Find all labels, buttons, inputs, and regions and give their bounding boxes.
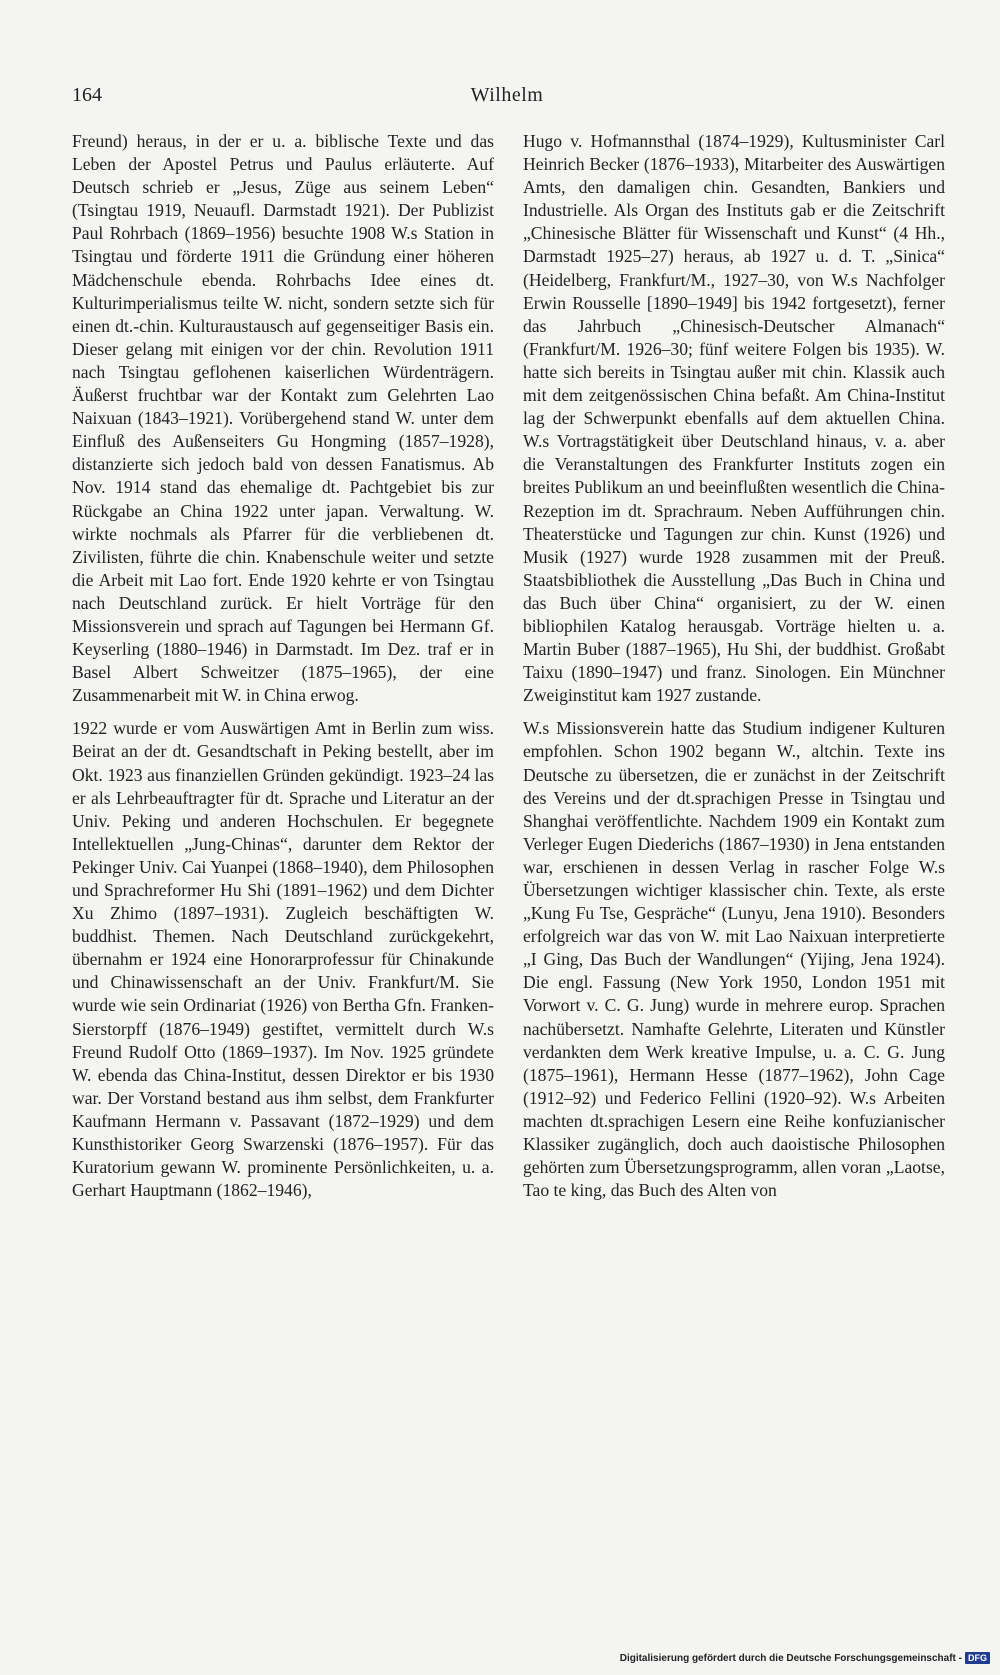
digitization-footer: [620, 1652, 990, 1664]
paragraph: W.s Missionsverein hatte das Studium indigener Kulturen empfohlen. Schon 1902 begann W., altchin. Texte ins Deutsche zu übersetzen, die er zunächst in der Zeitschrift des Vereins und der dt.sprachigen Presse in Tsingtau und Shanghai veröffentlichte. Nachdem 1909 ein Kontakt zum Verleger Eugen Diederichs (1867–1930) in Jena entstanden war, erschienen in dessen Verlag in rascher Folge W.s Übersetzungen wichtiger klassischer chin. Texte, als erste „Kung Fu Tse, Gespräche“ (Lunyu, Jena 1910). Besonders erfolgreich war das von W. mit Lao Naixuan interpretierte „I Ging, Das Buch der Wandlungen“ (Yijing, Jena 1924). Die engl. Fassung (New York 1950, London 1951 mit Vorwort v. C. G. Jung) wurde in mehrere europ. Sprachen nachübersetzt. Namhafte Gelehrte, Literaten und Künstler verdankten dem Werk kreative Impulse, u. a. C. G. Jung (1875–1961), Hermann Hesse (1877–1962), John Cage (1912–92) und Federico Fellini (1920–92). W.s Arbeiten machten dt.sprachigen Lesern eine Reihe konfuzianischer Klassiker zugänglich, doch auch daoistische Philosophen gehörten zum Übersetzungsprogramm, allen voran „Laotse, Tao te king, das Buch des Alten von: [523, 718, 945, 1201]
left-column: [72, 130, 494, 1212]
paragraph: Hugo v. Hofmannsthal (1874–1929), Kultusminister Carl Heinrich Becker (1876–1933), Mitarbeiter des Auswärtigen Amts, den damaligen chin. Gesandten, Bankiers und Industrielle. Als Organ des Instituts gab er die Zeitschrift „Chinesische Blätter für Wissenschaft und Kunst“ (4 Hh., Darmstadt 1925–27) heraus, ab 1927 u. d. T. „Sinica“ (Heidelberg, Frankfurt/M., 1927–30, von W.s Nachfolger Erwin Rousselle [1890–1949] bis 1942 fortgesetzt), ferner das Jahrbuch „Chinesisch-Deutscher Almanach“ (Frankfurt/M. 1926–30; fünf weitere Folgen bis 1935). W. hatte sich bereits in Tsingtau außer mit chin. Klassik auch mit dem zeitgenössischen China befaßt. Am China-Institut lag der Schwerpunkt ebenfalls auf dem aktuellen China. W.s Vortragstätigkeit über Deutschland hinaus, v. a. aber die Veranstaltungen des Frankfurter Instituts zogen ein breites Publikum an und beeinflußten wesentlich die China-Rezeption im dt. Sprachraum. Neben Aufführungen chin. Theaterstücke und Tagungen zur chin. Kunst (1926) und Musik (1927) wurde 1928 zusammen mit der Preuß. Staatsbibliothek die Ausstellung „Das Buch in China und das Buch über China“ organisiert, zu der W. einen bibliophilen Katalog herausgab. Vorträge hielten u. a. Martin Buber (1887–1965), Hu Shi, der buddhist. Großabt Taixu (1890–1947) und franz. Sinologen. Ein Münchner Zweiginstitut kam 1927 zustande.: [523, 131, 945, 706]
paragraph: Freund) heraus, in der er u. a. biblische Texte und das Leben der Apostel Petrus und Paulus erläuterte. Auf Deutsch schrieb er „Jesus, Züge aus seinem Leben“ (Tsingtau 1919, Neuaufl. Darmstadt 1921). Der Publizist Paul Rohrbach (1869–1956) besuchte 1908 W.s Station in Tsingtau und förderte 1911 die Gründung einer höheren Mädchenschule ebenda. Rohrbachs Idee eines dt. Kulturimperialismus teilte W. nicht, sondern setzte sich für einen dt.-chin. Kulturaustausch auf gegenseitiger Basis ein. Dieser gelang mit einigen vor der chin. Revolution 1911 nach Tsingtau geflohenen kaiserlichen Würdenträgern. Äußerst fruchtbar war der Kontakt zum Gelehrten Lao Naixuan (1843–1921). Vorübergehend stand W. unter dem Einfluß des Außenseiters Gu Hongming (1857–1928), distanzierte sich jedoch bald von dessen Fanatismus. Ab Nov. 1914 stand das ehemalige dt. Pachtgebiet bis zur Rückgabe an China 1922 unter japan. Verwaltung. W. wirkte nochmals als Pfarrer für die verbliebenen dt. Zivilisten, führte die chin. Knabenschule weiter und setzte die Arbeit mit Lao fort. Ende 1920 kehrte er von Tsingtau nach Deutschland zurück. Er hielt Vorträge für den Missionsverein und sprach auf Tagungen bei Hermann Gf. Keyserling (1880–1946) in Darmstadt. Im Dez. traf er in Basel Albert Schweitzer (1875–1965), der eine Zusammenarbeit mit W. in China erwog.: [72, 131, 494, 706]
page-number: 164: [72, 84, 102, 106]
right-column: [523, 130, 945, 1212]
running-head: Wilhelm: [470, 84, 544, 106]
paragraph: 1922 wurde er vom Auswärtigen Amt in Berlin zum wiss. Beirat an der dt. Gesandtschaft in Peking bestellt, aber im Okt. 1923 aus finanziellen Gründen gekündigt. 1923–24 las er als Lehrbeauftragter für dt. Sprache und Literatur an der Univ. Peking und anderen Hochschulen. Er begegnete Intellektuellen „Jung-Chinas“, darunter dem Rektor der Pekinger Univ. Cai Yuanpei (1868–1940), dem Philosophen und Sprachreformer Hu Shi (1891–1962) und dem Dichter Xu Zhimo (1897–1931). Zugleich beschäftigten W. buddhist. Themen. Nach Deutschland zurückgekehrt, übernahm er 1924 eine Honorarprofessur für Chinakunde und Chinawissenschaft an der Univ. Frankfurt/M. Sie wurde wie sein Ordinariat (1926) von Bertha Gfn. Franken-Sierstorpff (1876–1949) gestiftet, vermittelt durch W.s Freund Rudolf Otto (1869–1937). Im Nov. 1925 gründete W. ebenda das China-Institut, dessen Direktor er bis 1930 war. Der Vorstand bestand aus ihm selbst, dem Frankfurter Kaufmann Hermann v. Passavant (1872–1929) und dem Kunsthistoriker Georg Swarzenski (1876–1957). Für das Kuratorium gewann W. prominente Persönlichkeiten, u. a. Gerhart Hauptmann (1862–1946),: [72, 718, 494, 1201]
footer-text: Digitalisierung gefördert durch die Deutsche Forschungsgemeinschaft -: [619, 1652, 962, 1664]
dfg-logo: DFG: [965, 1652, 990, 1664]
page-header: [72, 84, 942, 114]
